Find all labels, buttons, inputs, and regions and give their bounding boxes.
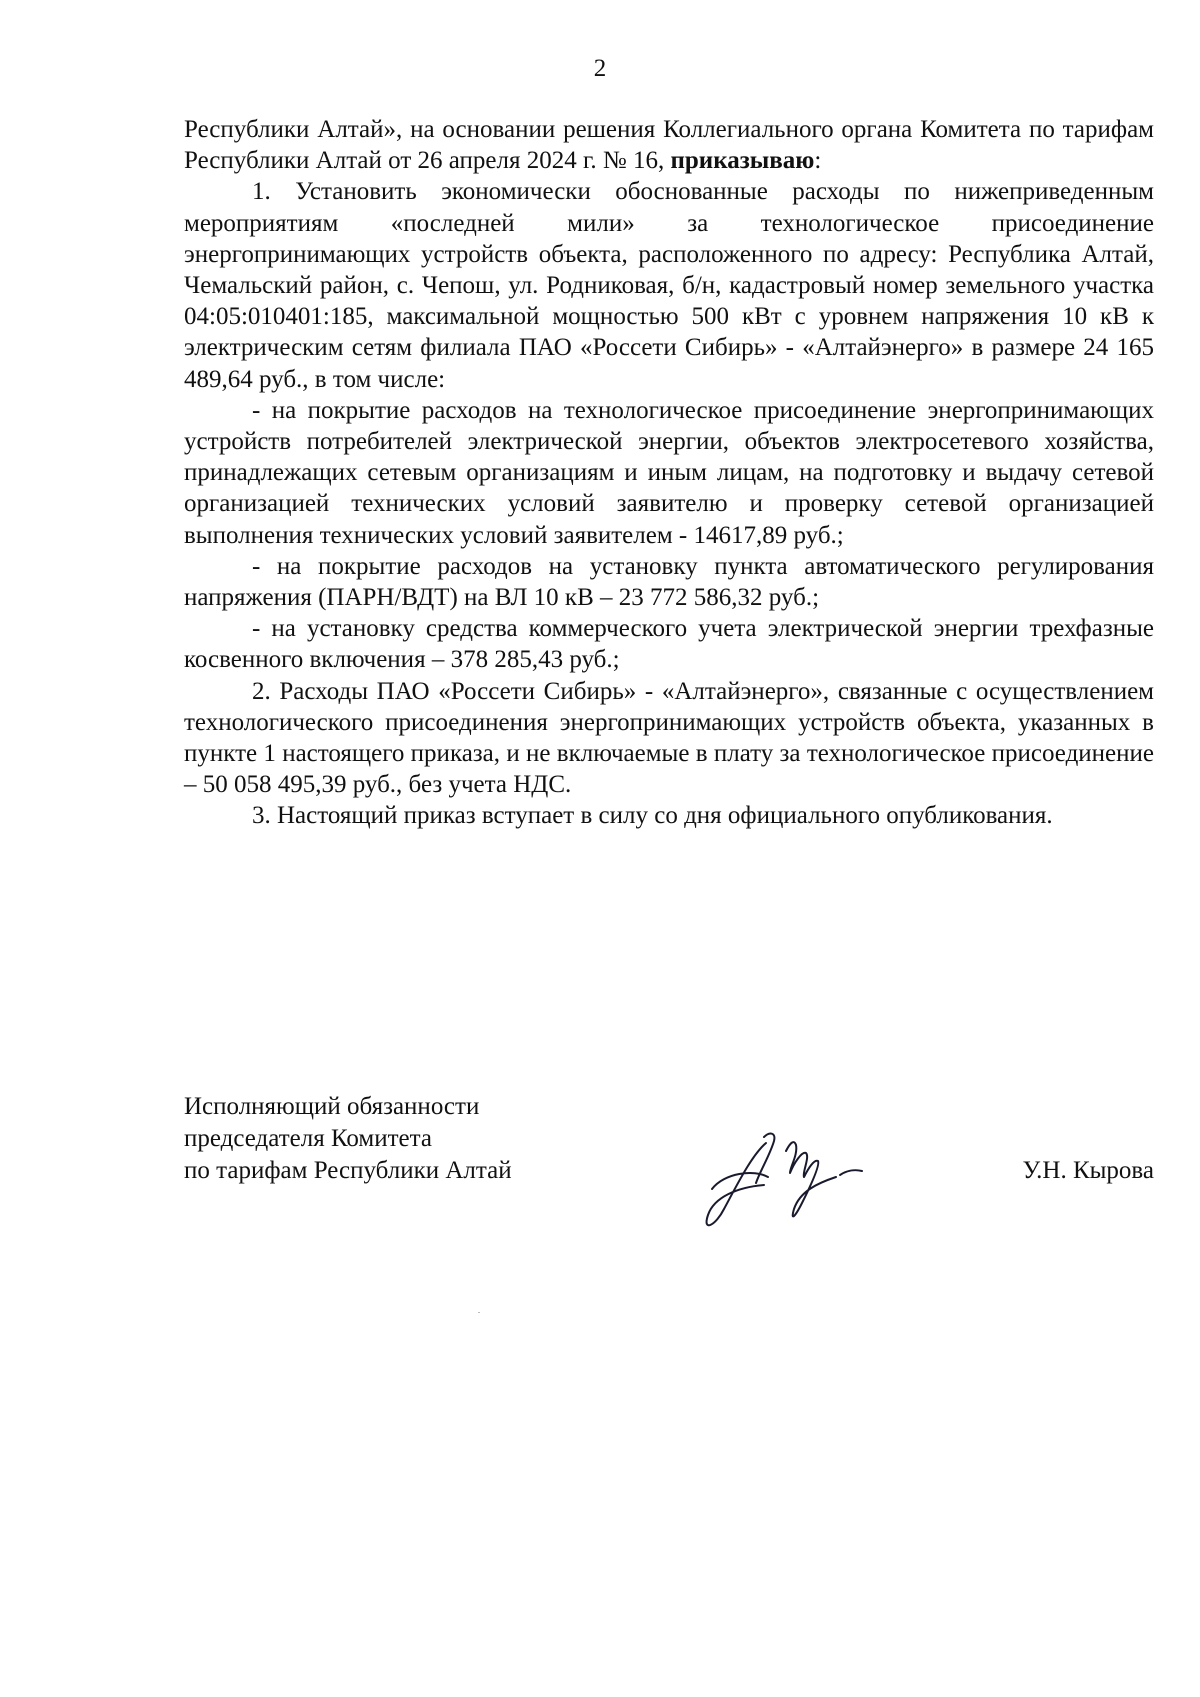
order-verb: приказываю — [670, 147, 815, 175]
scan-artifact — [478, 1312, 480, 1313]
signer-title-line-3: по тарифам Республики Алтай — [184, 1157, 512, 1184]
order-item-1-subitem-b: - на покрытие расходов на установку пункта автоматического регулирования напряжения (ПАРН/ВДТ) на ВЛ 10 кВ – 23 772 586,32 руб.; — [184, 552, 1154, 612]
order-item-1-subitem-c: - на установку средства коммерческого учета электрической энергии трехфазные косвенного включения – 378 285,43 руб.; — [184, 615, 1154, 674]
order-item-2: 2. Расходы ПАО «Россети Сибирь» - «Алтайэнерго», связанные с осуществлением технологического присоединения энергопринимающих устройств объекта, указанных в пункте 1 настоящего приказа, и не включаемые в плату за технологическое присоединение – 50 058 495,39 руб., без учета НДС. — [184, 677, 1154, 799]
signer-name: У.Н. Кырова — [1022, 1157, 1154, 1184]
order-item-3: 3. Настоящий приказ вступает в силу со дня официального опубликования. — [252, 802, 1053, 830]
document-body — [184, 114, 1154, 832]
intro-paragraph — [184, 114, 1154, 176]
order-item-1-subitem-a: - на покрытие расходов на технологическое присоединение энергопринимающих устройств потребителей электрической энергии, объектов электросетевого хозяйства, принадлежащих сетевым организациям и иным лицам, на подготовку и выдачу сетевой организацией технических условий заявителю и проверку сетевой организацией выполнения технических условий заявителем - 14617,89 руб.; — [184, 396, 1154, 549]
signer-title-line-1: Исполняющий обязанности — [184, 1093, 480, 1120]
intro-colon: : — [814, 147, 822, 175]
order-item-1: 1. Установить экономически обоснованные расходы по нижеприведенным мероприятиям «последней мили» за технологическое присоединение энергопринимающих устройств объекта, расположенного по адресу: Республика Алтай, Чемальский район, с. Чепош, ул. Родниковая, б/н, кадастровый номер земельного участка 04:05:010401:185, максимальной мощностью 500 кВт с уровнем напряжения 10 кВ к электрическим сетям филиала ПАО «Россети Сибирь» - «Алтайэнерго» в размере 24 165 489,64 руб., в том числе: — [184, 178, 1154, 393]
signature-block — [184, 1091, 1154, 1251]
handwritten-signature-icon — [694, 1091, 894, 1241]
signer-title — [184, 1091, 512, 1187]
intro-text: Республики Алтай», на основании решения Коллегиального органа Комитета по тарифам Республики Алтай от 26 апреля 2024 г. № 16, — [184, 116, 1154, 175]
page-number: 2 — [593, 55, 607, 82]
signer-title-line-2: председателя Комитета — [184, 1125, 432, 1152]
